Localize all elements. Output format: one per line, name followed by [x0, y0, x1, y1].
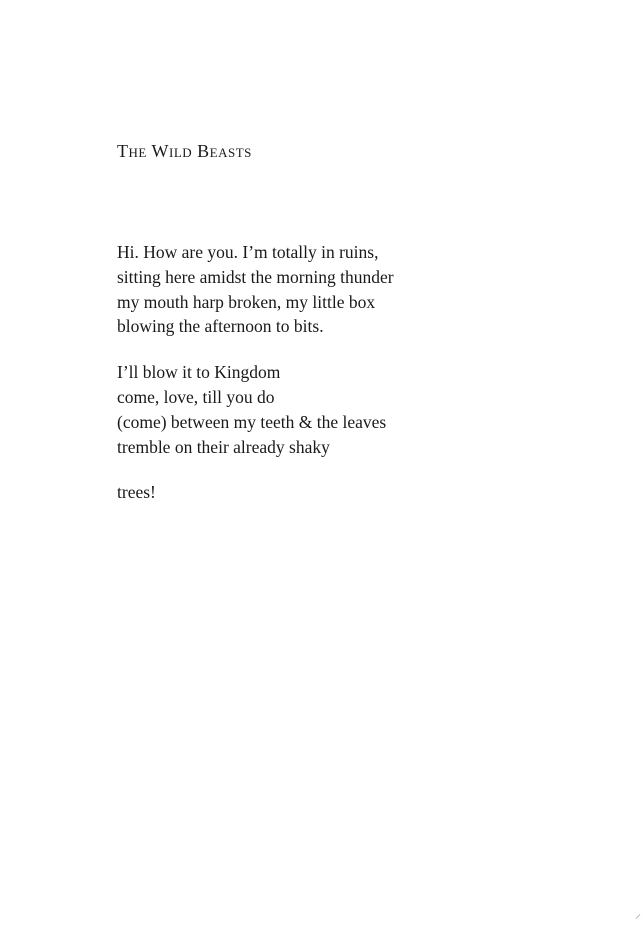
poem-line: my mouth harp broken, my little box	[117, 291, 376, 312]
stanza-1	[117, 240, 537, 339]
poem-line: Hi. How are you. I’m totally in ruins,	[117, 242, 379, 262]
stanza-3	[117, 480, 537, 505]
poem-line: trees!	[117, 482, 156, 503]
scan-mark	[636, 914, 641, 919]
poem-line: I’ll blow it to Kingdom	[117, 362, 281, 383]
poem-line: tremble on their already shaky	[117, 436, 330, 457]
poem-title: The Wild Beasts	[117, 141, 252, 161]
poem-line: sitting here amidst the morning thunder	[117, 266, 394, 287]
poem-body	[117, 240, 537, 526]
poem-line: blowing the afternoon to bits.	[117, 316, 324, 337]
poem-line: come, love, till you do	[117, 386, 275, 407]
poem-line: (come) between my teeth & the leaves	[117, 411, 387, 432]
stanza-2	[117, 360, 537, 459]
